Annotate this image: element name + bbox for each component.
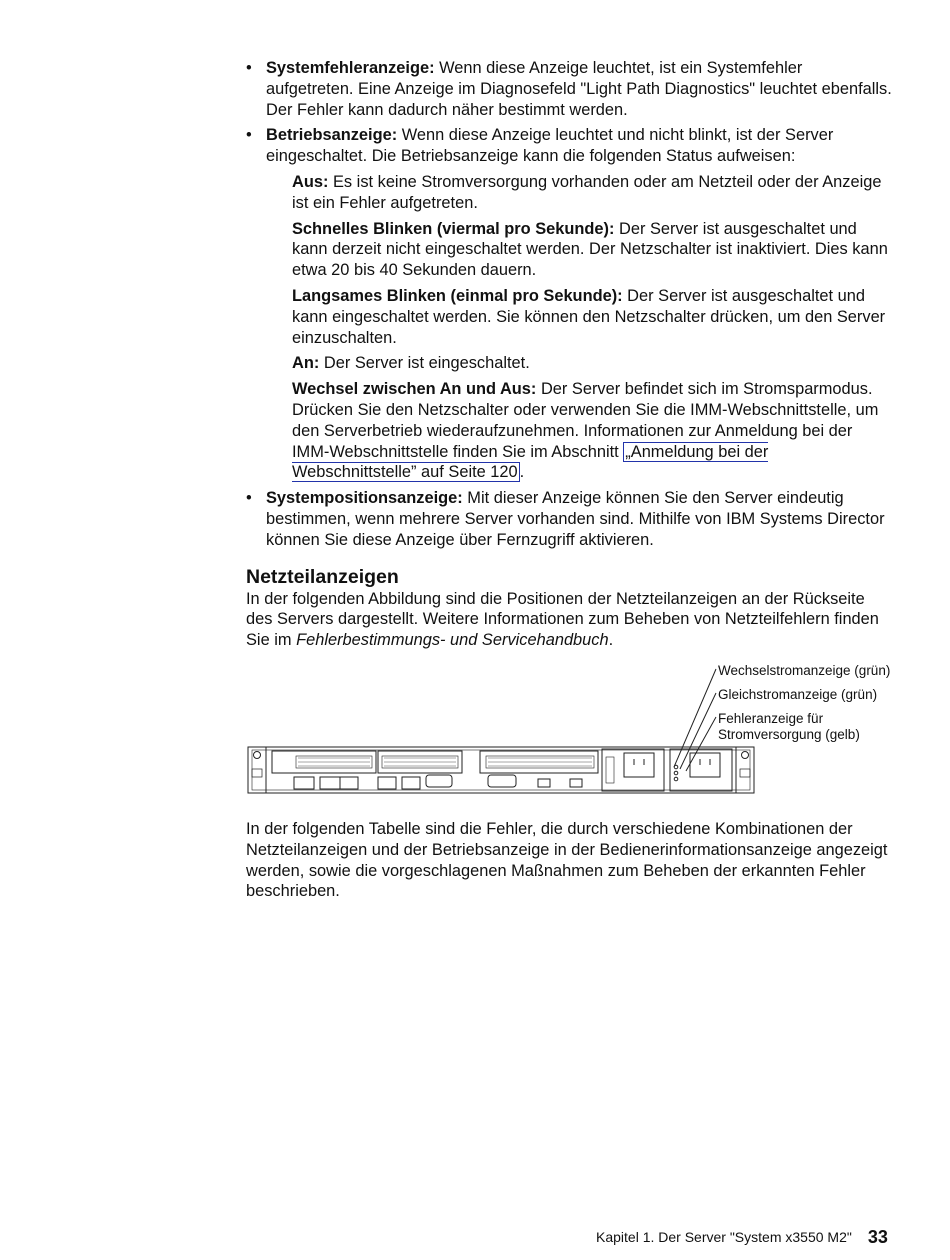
bullet-term: Systemfehleranzeige: <box>266 59 435 77</box>
bullet-dot: • <box>246 126 252 145</box>
bullet-text: Wenn diese Anzeige leuchtet, ist ein Systemfehler aufgetreten. Eine Anzeige im Diagnosefeld "Light Path Diagnostics" leuchtet ebenfalls. Der Fehler kann dadurch näher bestimmt werden. <box>266 59 892 119</box>
cross-reference-link[interactable]: „Anmeldung bei der Webschnittstelle” auf Seite 120 <box>292 442 769 482</box>
status-term: An: <box>292 354 320 373</box>
status-term: Wechsel zwischen An und Aus: <box>292 380 537 399</box>
page-footer <box>596 1226 888 1247</box>
callout-ac-led: Wechselstromanzeige (grün) <box>718 662 891 678</box>
callout-fault-led-line1: Fehleranzeige für <box>718 710 824 726</box>
bullet-power-led <box>246 125 894 167</box>
status-item-on <box>292 353 894 374</box>
handbook-title: Fehlerbestimmungs- und Servicehandbuch <box>296 631 609 650</box>
status-term: Schnelles Blinken (viermal pro Sekunde): <box>292 219 615 238</box>
left-rack-ear <box>248 747 266 793</box>
fault-led-icon <box>674 777 678 781</box>
callout-fault-led-line2: Stromversorgung (gelb) <box>718 726 860 742</box>
usb-port-icon <box>538 779 550 787</box>
status-term: Langsames Blinken (einmal pro Sekunde): <box>292 286 623 305</box>
leader-line-ac <box>674 669 716 767</box>
server-rear-illustration <box>246 661 894 811</box>
ethernet-port-icon <box>294 777 314 789</box>
serial-port-icon <box>488 775 516 787</box>
power-supply-1 <box>602 749 664 791</box>
ear-screw-icon <box>254 751 261 758</box>
ethernet-port-icon <box>378 777 396 789</box>
status-item-fast-blink <box>292 219 894 281</box>
status-text-end: . <box>519 463 525 482</box>
page-number: 33 <box>867 1227 888 1247</box>
server-rear-figure <box>246 661 894 811</box>
chapter-title: Kapitel 1. Der Server "System x3550 M2" <box>596 1229 852 1245</box>
bullet-text: Wenn diese Anzeige leuchtet und nicht blinkt, ist der Server eingeschaltet. Die Betriebsanzeige kann die folgenden Status aufweisen: <box>266 126 834 166</box>
video-port-icon <box>426 775 452 787</box>
bullet-term: Systempositionsanzeige: <box>266 489 463 508</box>
bullet-text: Mit dieser Anzeige können Sie den Server eindeutig bestimmen, wenn mehrere Server vorhanden sind. Mithilfe von IBM Systems Director können Sie diese Anzeige über Fernzugriff aktivieren. <box>266 489 885 549</box>
bullet-dot: • <box>246 59 252 77</box>
intro-text: In der folgenden Abbildung sind die Positionen der Netzteilanzeigen an der Rückseite des Servers dargestellt. Weitere Informationen zum Beheben von Netzteilfehlern finden Sie im <box>246 589 879 650</box>
status-item-toggle <box>292 379 894 483</box>
ac-inlet-icon <box>624 753 654 777</box>
usb-port-icon <box>570 779 582 787</box>
ear-screw-icon <box>742 751 749 758</box>
leader-line-dc <box>680 693 716 769</box>
chassis-outline <box>248 747 754 793</box>
right-rack-ear <box>736 747 754 793</box>
page-content <box>246 58 894 908</box>
status-text: Es ist keine Stromversorgung vorhanden oder am Netzteil oder der Anzeige ist ein Fehler aufgetreten. <box>292 172 882 212</box>
bullet-term: Betriebsanzeige: <box>266 126 398 145</box>
serial-module-icon <box>320 777 340 789</box>
bullet-locator-led <box>246 488 894 550</box>
status-text: Der Server befindet sich im Stromsparmodus. Drücken Sie den Netzschalter oder verwenden Sie die IMM-Webschnittstelle, um den Serverbetrieb wiederaufzunehmen. Informationen zur Anmeldung bei der IMM-Webschnittstelle finden Sie im Abschnitt <box>292 380 879 461</box>
status-text: Der Server ist eingeschaltet. <box>319 354 530 373</box>
status-item-off <box>292 172 894 214</box>
status-text: Der Server ist ausgeschaltet und kann eingeschaltet werden. Sie können den Netzschalter drücken, um den Server einzuschalten. <box>292 286 886 347</box>
bullet-dot: • <box>246 489 252 508</box>
status-item-slow-blink <box>292 286 894 348</box>
status-text: Der Server ist ausgeschaltet und kann derzeit nicht eingeschaltet werden. Der Netzschalter ist inaktiviert. Dies kann etwa 20 bis 40 Sekunden dauern. <box>292 219 888 280</box>
intro-text-end: . <box>608 631 614 650</box>
status-term: Aus: <box>292 172 329 191</box>
ac-led-icon <box>674 765 678 769</box>
section-outro: In der folgenden Tabelle sind die Fehler, die durch verschiedene Kombinationen der Netzteilanzeigen und der Betriebsanzeige in der Bedienerinformationsanzeige angezeigt werden, sowie die vorgeschlagenen Maßnahmen zum Beheben der erkannten Fehler beschrieben. <box>246 819 888 901</box>
section-intro <box>246 589 894 651</box>
bullet-system-error <box>246 58 894 120</box>
dc-led-icon <box>674 771 678 775</box>
ethernet-port-icon <box>402 777 420 789</box>
callout-dc-led: Gleichstromanzeige (grün) <box>718 686 878 702</box>
section-heading: Netzteilanzeigen <box>246 565 399 588</box>
